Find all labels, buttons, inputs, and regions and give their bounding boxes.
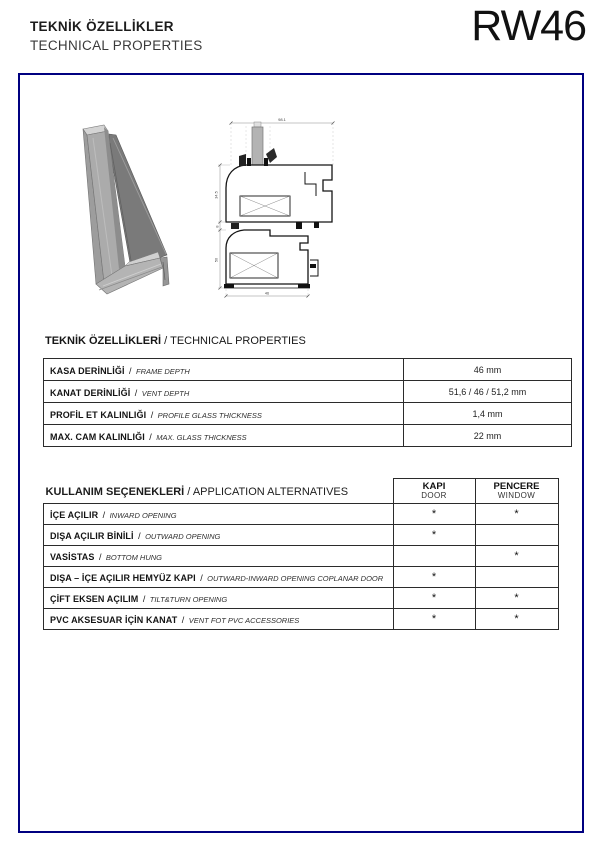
property-value: 1,4 mm <box>404 403 572 425</box>
application-label-en: VENT FOT PVC ACCESSORIES <box>188 616 300 625</box>
window-availability-mark: * <box>475 609 558 630</box>
property-label-tr: MAX. CAM KALINLIĞI <box>50 431 145 442</box>
dim-top-label: 98.1 <box>278 117 286 122</box>
property-value: 51,6 / 46 / 51,2 mm <box>404 381 572 403</box>
door-availability-mark: * <box>393 609 475 630</box>
property-label-tr: KASA DERİNLİĞİ <box>50 365 125 376</box>
properties-title-english: TECHNICAL PROPERTIES <box>170 335 306 347</box>
property-label-en: PROFILE GLASS THICKNESS <box>157 410 262 420</box>
property-label-tr: PROFİL ET KALINLIĞI <box>50 409 147 420</box>
product-code: RW46 <box>471 2 586 50</box>
window-availability-mark <box>475 525 558 546</box>
application-section-title: KULLANIM SEÇENEKLERİ / APPLICATION ALTERNATIVES <box>45 485 349 498</box>
dim-left-mid-label: 8 <box>215 225 220 228</box>
dim-bottom-label: 46 <box>264 291 270 296</box>
properties-section-title <box>45 335 306 347</box>
table-row: DIŞA – İÇE AÇILIR HEMYÜZ KAPI / OUTWARD-INWARD OPENING COPLANAR DOOR * <box>44 567 559 588</box>
application-label-tr: DIŞA AÇILIR BİNİLİ <box>50 531 134 541</box>
door-availability-mark: * <box>393 525 475 546</box>
window-availability-mark: * <box>475 504 558 525</box>
table-row: KANAT DERİNLİĞİ / VENT DEPTH 51,6 / 46 / 51,2 mm <box>44 381 572 403</box>
application-label-tr: PVC AKSESUAR İÇİN KANAT <box>50 615 178 625</box>
application-label-tr: İÇE AÇILIR <box>50 510 99 520</box>
frame-profile-outline <box>226 230 308 284</box>
column-header-window: PENCERE WINDOW <box>475 479 558 504</box>
property-label-en: MAX. GLASS THICKNESS <box>156 432 247 442</box>
property-label-en: VENT DEPTH <box>141 388 190 398</box>
application-label-tr: ÇİFT EKSEN AÇILIM <box>50 594 139 604</box>
title-separator: / <box>164 335 168 347</box>
window-availability-mark <box>475 567 558 588</box>
application-label-en: INWARD OPENING <box>109 511 177 520</box>
frame-end-cap <box>160 257 169 286</box>
properties-title-turkish: TEKNİK ÖZELLİKLERİ <box>45 335 162 347</box>
window-availability-mark: * <box>475 588 558 609</box>
window-availability-mark: * <box>475 546 558 567</box>
profile-cross-section-drawing <box>210 110 342 310</box>
column-header-door: KAPI DOOR <box>393 479 475 504</box>
application-label-en: OUTWARD-INWARD OPENING COPLANAR DOOR <box>207 574 384 583</box>
page-header <box>30 19 203 53</box>
application-label-en: OUTWARD OPENING <box>145 532 221 541</box>
property-label-tr: KANAT DERİNLİĞİ <box>50 387 131 398</box>
table-row: VASİSTAS / BOTTOM HUNG * <box>44 546 559 567</box>
application-label-en: TILT&TURN OPENING <box>149 595 228 604</box>
table-row: MAX. CAM KALINLIĞI / MAX. GLASS THICKNESS 22 mm <box>44 425 572 447</box>
table-row: KASA DERİNLİĞİ / FRAME DEPTH 46 mm <box>44 359 572 381</box>
property-label-en: FRAME DEPTH <box>136 366 190 376</box>
door-availability-mark: * <box>393 504 475 525</box>
door-availability-mark: * <box>393 588 475 609</box>
page-title-turkish: TEKNİK ÖZELLİKLER <box>30 19 174 34</box>
door-availability-mark <box>393 546 475 567</box>
application-label-tr: VASİSTAS <box>50 552 95 562</box>
door-availability-mark: * <box>393 567 475 588</box>
table-row: PROFİL ET KALINLIĞI / PROFILE GLASS THICKNESS 1,4 mm <box>44 403 572 425</box>
table-row: ÇİFT EKSEN AÇILIM / TILT&TURN OPENING * * <box>44 588 559 609</box>
dim-left-upper-label: 34.5 <box>214 191 219 199</box>
application-label-tr: DIŞA – İÇE AÇILIR HEMYÜZ KAPI <box>50 573 196 583</box>
table-row: İÇE AÇILIR / INWARD OPENING * * <box>44 504 559 525</box>
property-value: 46 mm <box>404 359 572 381</box>
property-value: 22 mm <box>404 425 572 447</box>
dim-left-lower-label: 50 <box>214 257 219 263</box>
application-label-en: BOTTOM HUNG <box>105 553 163 562</box>
application-table-header <box>44 479 559 504</box>
table-row: DIŞA AÇILIR BİNİLİ / OUTWARD OPENING * <box>44 525 559 546</box>
table-row: PVC AKSESUAR İÇİN KANAT / VENT FOT PVC ACCESSORIES * * <box>44 609 559 630</box>
technical-properties-table <box>43 358 572 447</box>
profile-3d-render <box>63 116 193 306</box>
page-title-english: TECHNICAL PROPERTIES <box>30 38 203 53</box>
application-alternatives-table <box>43 478 559 630</box>
